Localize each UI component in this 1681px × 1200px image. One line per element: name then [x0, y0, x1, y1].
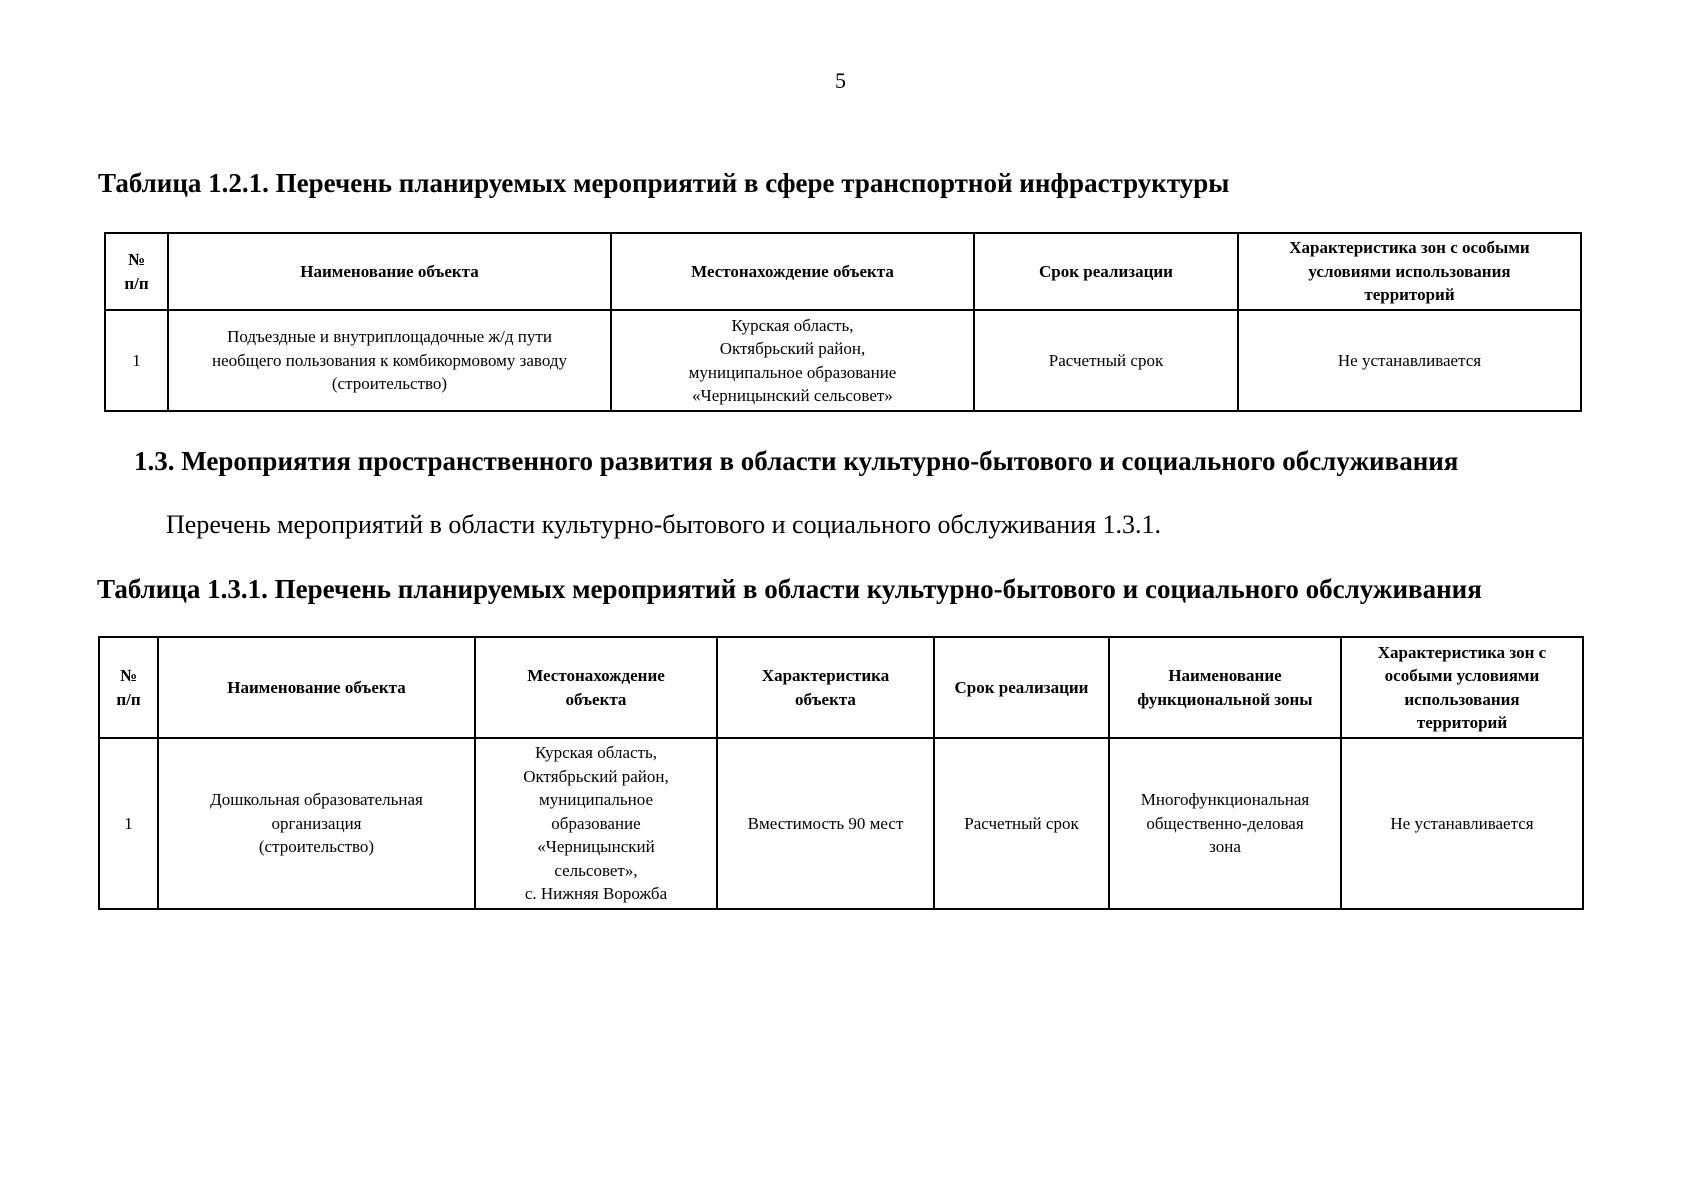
header-special-zones: Характеристика зон с особыми условиями использования территорий [1238, 233, 1581, 310]
header-functional-zone: Наименование функциональной зоны [1109, 637, 1341, 738]
cell-object-location: Курская область, Октябрьский район, муниципальное образование «Черницынский сельсовет», с. Нижняя Ворожба [475, 738, 717, 909]
social-measures-table [98, 636, 1584, 910]
cell-special-zones: Не устанавливается [1341, 738, 1583, 909]
table-header-row [105, 233, 1581, 310]
cell-object-name: Подъездные и внутриплощадочные ж/д пути необщего пользования к комбикормовому заводу (строительство) [168, 310, 611, 411]
table-row [99, 738, 1583, 909]
cell-functional-zone: Многофункциональная общественно-деловая зона [1109, 738, 1341, 909]
header-object-characteristic: Характеристика объекта [717, 637, 934, 738]
transport-measures-table [104, 232, 1582, 412]
cell-object-location: Курская область, Октябрьский район, муниципальное образование «Черницынский сельсовет» [611, 310, 974, 411]
header-implementation-term: Срок реализации [934, 637, 1109, 738]
header-implementation-term: Срок реализации [974, 233, 1238, 310]
cell-object-name: Дошкольная образовательная организация (строительство) [158, 738, 475, 909]
table-row [105, 310, 1581, 411]
header-object-name: Наименование объекта [168, 233, 611, 310]
section-paragraph: Перечень мероприятий в области культурно-бытового и социального обслуживания 1.3.1. [166, 510, 1161, 539]
cell-implementation-term: Расчетный срок [974, 310, 1238, 411]
header-number: № п/п [99, 637, 158, 738]
page-number: 5 [835, 68, 846, 93]
cell-number: 1 [99, 738, 158, 909]
header-number: № п/п [105, 233, 168, 310]
header-special-zones: Характеристика зон с особыми условиями использования территорий [1341, 637, 1583, 738]
cell-number: 1 [105, 310, 168, 411]
header-object-name: Наименование объекта [158, 637, 475, 738]
table-1-title: Таблица 1.2.1. Перечень планируемых мероприятий в сфере транспортной инфраструктуры [98, 168, 1230, 198]
header-object-location: Местонахождение объекта [611, 233, 974, 310]
section-heading: 1.3. Мероприятия пространственного развития в области культурно-бытового и социального обслуживания [134, 446, 1459, 476]
header-object-location: Местонахождение объекта [475, 637, 717, 738]
table-header-row [99, 637, 1583, 738]
cell-special-zones: Не устанавливается [1238, 310, 1581, 411]
cell-object-characteristic: Вместимость 90 мест [717, 738, 934, 909]
table-2-title: Таблица 1.3.1. Перечень планируемых мероприятий в области культурно-бытового и социального обслуживания [97, 574, 1482, 604]
cell-implementation-term: Расчетный срок [934, 738, 1109, 909]
